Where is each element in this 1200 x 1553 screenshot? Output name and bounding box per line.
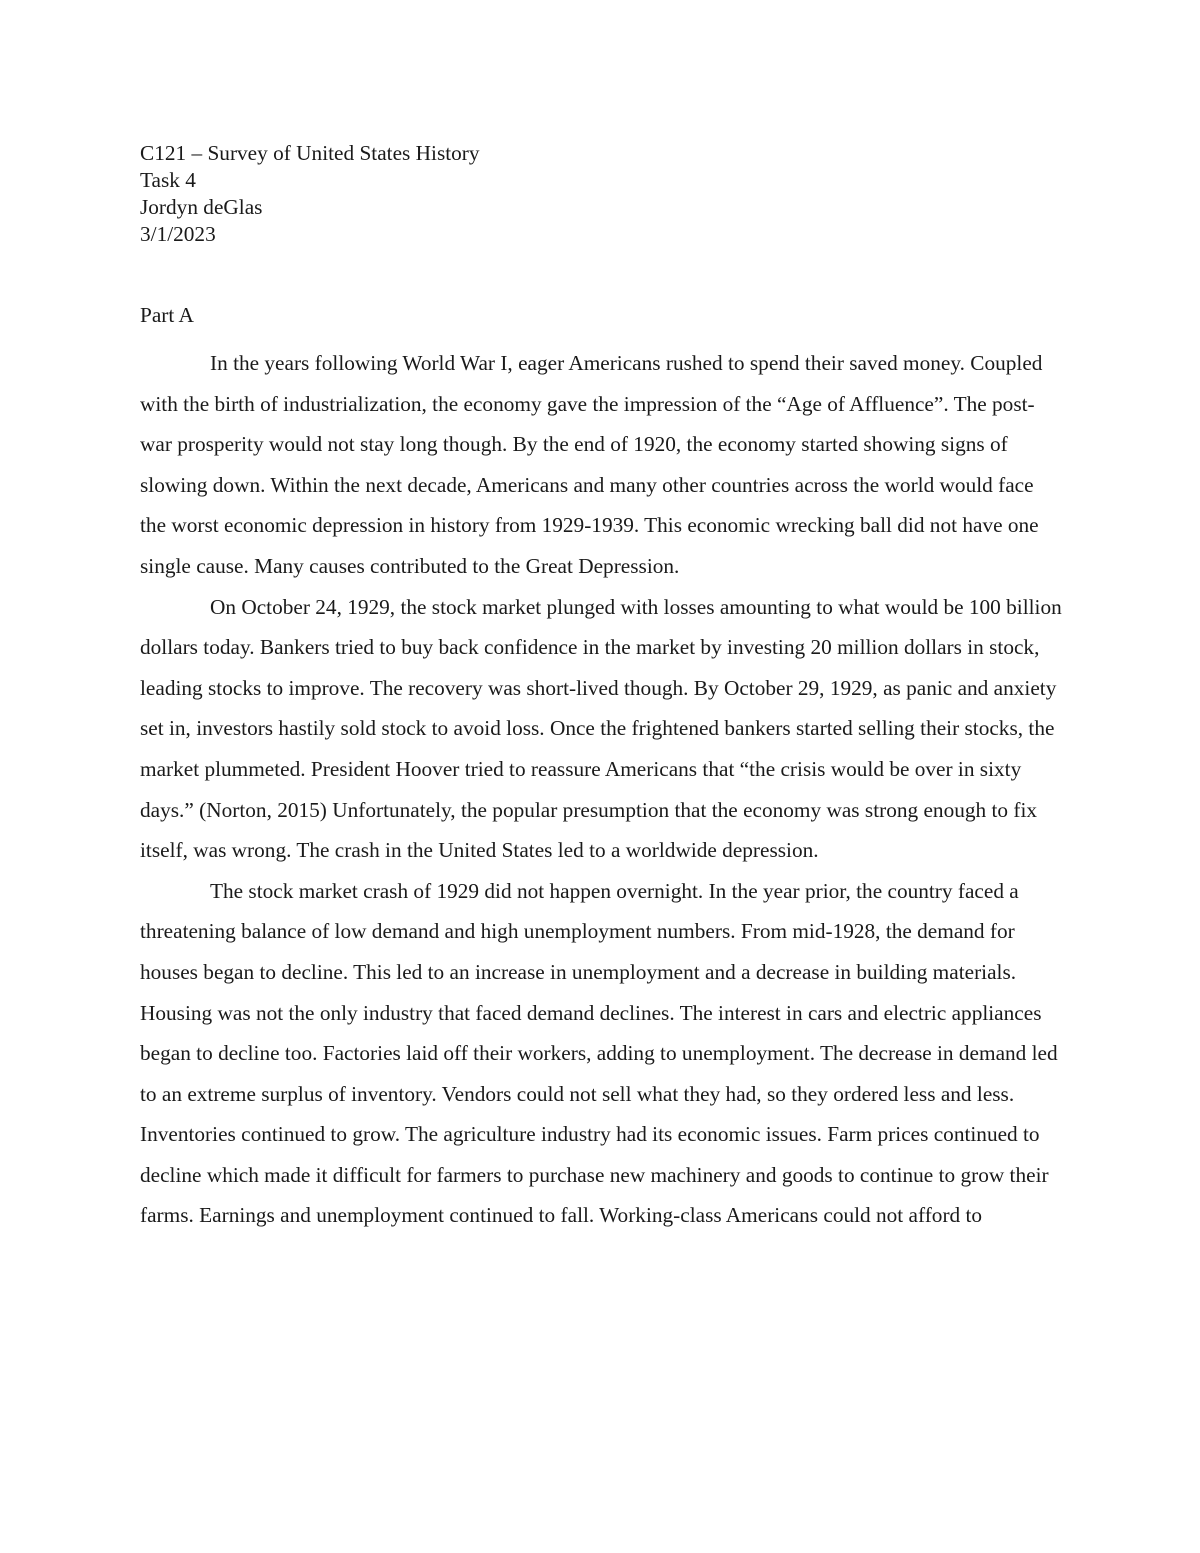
section-heading: Part A: [140, 303, 194, 327]
paragraph-1: In the years following World War I, eager Americans rushed to spend their saved money. Coupled with the birth of industrialization, the economy gave the impression of the “Age of Affluence”. The post-war prosperity would not stay long though. By the end of 1920, the economy started showing signs of slowing down. Within the next decade, Americans and many other countries across the world would face the worst economic depression in history from 1929-1939. This economic wrecking ball did not have one single cause. Many causes contributed to the Great Depression.: [140, 351, 1043, 578]
document-date: 3/1/2023: [140, 222, 216, 246]
author-name: Jordyn deGlas: [140, 195, 263, 219]
course-title: C121 – Survey of United States History: [140, 141, 480, 165]
paragraph-2: On October 24, 1929, the stock market plunged with losses amounting to what would be 100 billion dollars today. Bankers tried to buy back confidence in the market by investing 20 million dollars in stock, leading stocks to improve. The recovery was short-lived though. By October 29, 1929, as panic and anxiety set in, investors hastily sold stock to avoid loss. Once the frightened bankers started selling their stocks, the market plummeted. President Hoover tried to reassure Americans that “the crisis would be over in sixty days.” (Norton, 2015) Unfortunately, the popular presumption that the economy was strong enough to fix itself, was wrong. The crash in the United States led to a worldwide depression.: [140, 594, 1062, 863]
task-label: Task 4: [140, 168, 196, 192]
document-body: [140, 140, 1062, 1236]
paragraph-3: The stock market crash of 1929 did not happen overnight. In the year prior, the country faced a threatening balance of low demand and high unemployment numbers. From mid-1928, the demand for houses began to decline. This led to an increase in unemployment and a decrease in building materials. Housing was not the only industry that faced demand declines. The interest in cars and electric appliances began to decline too. Factories laid off their workers, adding to unemployment. The decrease in demand led to an extreme surplus of inventory. Vendors could not sell what they had, so they ordered less and less. Inventories continued to grow. The agriculture industry had its economic issues. Farm prices continued to decline which made it difficult for farmers to purchase new machinery and goods to continue to grow their farms. Earnings and unemployment continued to fall. Working-class Americans could not afford to: [140, 878, 1058, 1228]
